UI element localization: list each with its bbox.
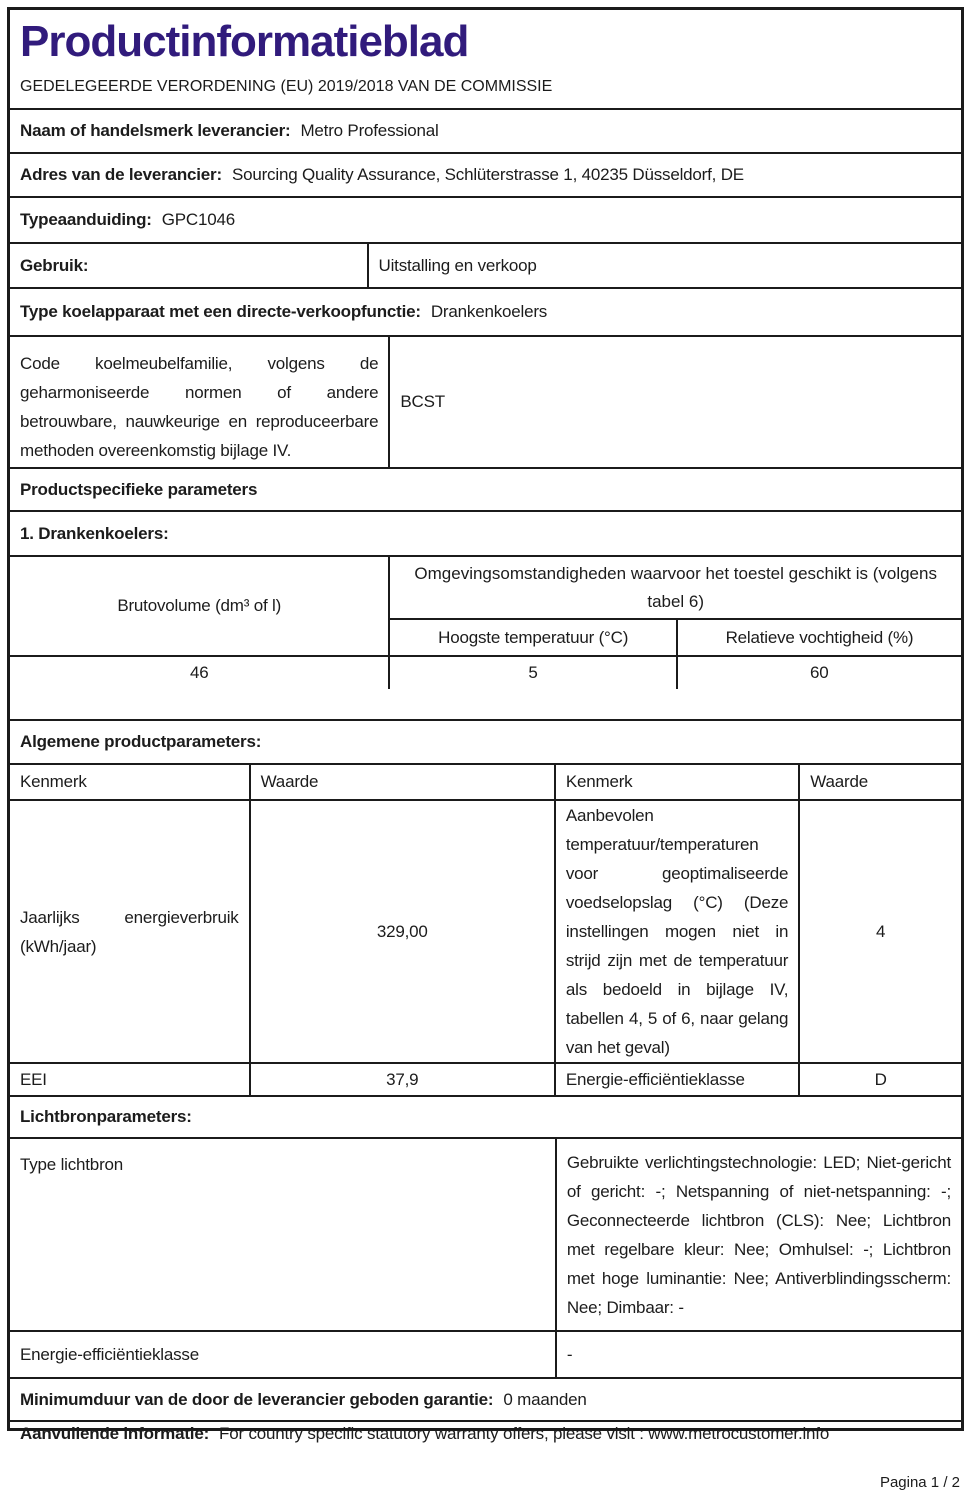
eei-label: EEI (10, 1064, 251, 1095)
supplier-address-value: Sourcing Quality Assurance, Schlüterstrasse 1, 40235 Düsseldorf, DE (231, 165, 744, 184)
section-beverage-coolers-title: 1. Drankenkoelers: (20, 523, 169, 543)
supplier-name-row (10, 110, 961, 154)
additional-info-row (10, 1422, 961, 1446)
volume-conditions-table (10, 557, 961, 721)
energy-class-label: Energie-efficiëntieklasse (556, 1064, 800, 1095)
section-light-source (10, 1097, 961, 1139)
section-general-parameters-title: Algemene productparameters: (20, 732, 262, 751)
light-source-energy-class-row (10, 1332, 961, 1379)
use-row (10, 244, 961, 289)
supplier-address-row (10, 154, 961, 198)
supplier-name-cell (10, 110, 961, 152)
use-label: Gebruik: (20, 255, 89, 275)
cabinet-family-code-label: Code koelmeubelfamilie, volgens de geharmoniseerde normen of andere betrouwbare, nauwkeurige en reproduceerbare methoden overeenkomstig bijlage IV. (20, 354, 379, 460)
cabinet-family-code-value-cell (390, 337, 961, 467)
ambient-conditions-header: Omgevingsomstandigheden waarvoor het toestel geschikt is (volgens tabel 6) (390, 557, 961, 620)
light-source-type-value: Gebruikte verlichtingstechnologie: LED; Niet-gericht of gericht: -; Netspanning of niet-netspanning: -; Geconnecteerde lichtbron (CLS): Nee; Lichtbron met regelbare kleur: Nee; Omhulsel: -; Lichtbron met hoge luminantie: Nee; Antiverblindingsscherm: Nee; Dimbaar: - (566, 1152, 951, 1317)
volume-conditions-values (10, 657, 961, 689)
recommended-temperature-value: 4 (876, 921, 886, 941)
relative-humidity-header: Relatieve vochtigheid (%) (725, 627, 914, 647)
light-source-type-label-cell (10, 1139, 557, 1330)
annual-energy-value: 329,00 (251, 801, 556, 1062)
annual-energy-label-cell (10, 801, 251, 1062)
section-product-specific (10, 469, 961, 512)
cabinet-family-code-row (10, 337, 961, 469)
additional-info-label: Aanvullende informatie: (20, 1424, 210, 1443)
eei-value: 37,9 (251, 1064, 556, 1095)
annual-energy-label: Jaarlijks energieverbruik (kWh/jaar) (20, 907, 239, 956)
guarantee-cell (10, 1379, 961, 1420)
energy-consumption-row (10, 801, 961, 1064)
header-kenmerk-1: Kenmerk (10, 765, 251, 799)
gross-volume-header-cell (10, 557, 390, 655)
use-value: Uitstalling en verkoop (378, 255, 537, 275)
regulation-subtitle: GEDELEGEERDE VERORDENING (EU) 2019/2018 VAN DE COMMISSIE (20, 78, 553, 95)
model-identifier-value: GPC1046 (161, 210, 236, 229)
recommended-temperature-text: Aanbevolen temperatuur/temperaturen voor geoptimaliseerde voedselopslag (°C) (Deze instellingen mogen niet in strijd zijn met de temperatuur als bedoeld in bijlage IV, tabellen 4, 5 of 6, naar gelang van het geval) (565, 806, 789, 1057)
use-label-cell (10, 244, 369, 287)
ambient-conditions-subheaders (390, 620, 961, 655)
light-source-energy-class-value: - (566, 1344, 573, 1364)
supplier-address-label: Adres van de leverancier: (20, 165, 222, 184)
appliance-type-label: Type koelapparaat met een directe-verkoopfunctie: (20, 302, 421, 321)
header-waarde-2: Waarde (810, 772, 868, 791)
relative-humidity-value: 60 (810, 663, 829, 682)
max-temperature-value: 5 (390, 657, 677, 689)
light-source-energy-class-label: Energie-efficiëntieklasse (10, 1332, 557, 1377)
section-beverage-coolers (10, 512, 961, 557)
model-identifier-row (10, 198, 961, 244)
cabinet-family-code-value: BCST (400, 392, 445, 411)
header-kenmerk-2: Kenmerk (556, 765, 800, 799)
energy-class-value: D (874, 1069, 887, 1089)
additional-info-cell (10, 1422, 961, 1446)
guarantee-label: Minimumduur van de door de leverancier geboden garantie: (20, 1389, 494, 1409)
eei-row (10, 1064, 961, 1097)
guarantee-value: 0 maanden (503, 1389, 587, 1409)
gross-volume-header: Brutovolume (dm³ of l) (117, 596, 282, 615)
appliance-type-row (10, 289, 961, 337)
appliance-type-value: Drankenkoelers (430, 302, 548, 321)
model-identifier-cell (10, 198, 961, 242)
max-temperature-header: Hoogste temperatuur (°C) (390, 620, 678, 655)
section-light-source-title: Lichtbronparameters: (20, 1107, 192, 1126)
product-information-sheet (7, 7, 964, 1443)
guarantee-row (10, 1379, 961, 1422)
model-identifier-label: Typeaanduiding: (20, 210, 152, 229)
ambient-conditions-group (390, 557, 961, 655)
page-number: Pagina 1 / 2 (879, 1474, 960, 1491)
section-product-specific-title: Productspecifieke parameters (20, 479, 258, 499)
section-general-parameters (10, 721, 961, 765)
header-waarde-1: Waarde (251, 765, 556, 799)
gross-volume-value: 46 (10, 657, 390, 689)
light-source-type-label: Type lichtbron (20, 1155, 124, 1174)
supplier-name-value: Metro Professional (300, 121, 439, 140)
recommended-temperature-cell (556, 801, 800, 1062)
supplier-name-label: Naam of handelsmerk leverancier: (20, 121, 291, 140)
light-source-type-value-cell (557, 1139, 961, 1330)
light-source-type-row (10, 1139, 961, 1332)
document-header (10, 10, 961, 110)
use-value-cell (369, 244, 961, 287)
supplier-address-cell (10, 154, 961, 196)
volume-conditions-header (10, 557, 961, 657)
appliance-type-cell (10, 289, 961, 335)
additional-info-value: For country specific statutory warranty offers, please visit : www.metrocustomer.info (219, 1424, 830, 1443)
parameter-table-header (10, 765, 961, 801)
cabinet-family-code-label-cell (10, 337, 390, 467)
page-title: Productinformatieblad (20, 17, 469, 66)
